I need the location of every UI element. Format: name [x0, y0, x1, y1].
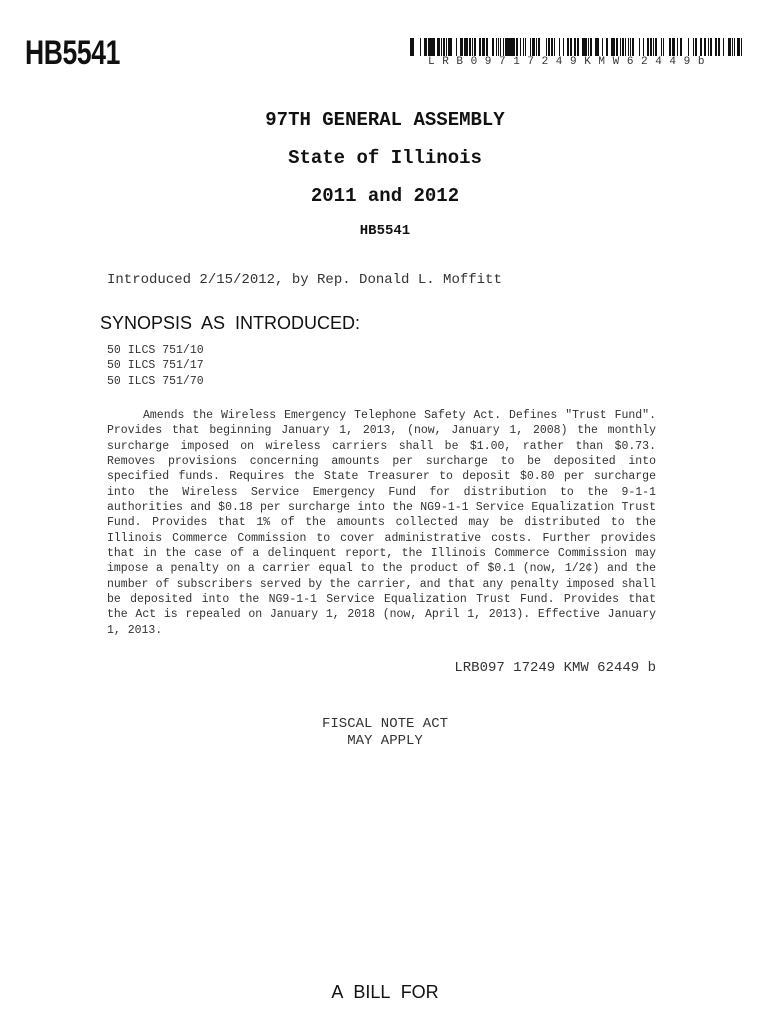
citation-item: 50 ILCS 751/70 [107, 374, 204, 388]
barcode-caption: LRB09717249KMW62449b [428, 56, 713, 68]
barcode [408, 38, 742, 56]
lrb-number: LRB097 17249 KMW 62449 b [454, 660, 656, 676]
citation-item: 50 ILCS 751/17 [107, 359, 204, 373]
fiscal-note-line: MAY APPLY [347, 733, 423, 749]
fiscal-note-line: FISCAL NOTE ACT [321, 716, 449, 732]
bill-number-title: HB5541 [359, 223, 411, 239]
fiscal-note [0, 716, 770, 750]
synopsis-body: Amends the Wireless Emergency Telephone Safety Act. Defines "Trust Fund". Provides that beginning January 1, 2013, (now, January 1, 2008) the monthly surcharge imposed on wireless carriers shall be $1.00, rather than $0.73. Removes provisions concerning amounts per surcharge to be deposited into specified funds. Requires the State Treasurer to deposit $0.80 per surcharge into the Wireless Service Emergency Fund for distribution to the 9-1-1 authorities and $0.18 per surcharge into the NG9-1-1 Service Equalization Trust Fund. Provides that 1% of the amounts collected may be distributed to the Illinois Commerce Commission to cover administrative costs. Further provides that in the case of a delinquent report, the Illinois Commerce Commission may impose a penalty on a carrier equal to the product of $0.1 (now, 1/2¢) and the number of subscribers served by the carrier, and that any penalty imposed shall be deposited into the NG9-1-1 Service Equalization Trust Fund. Provides that the Act is repealed on January 1, 2018 (now, April 1, 2013). Effective January 1, 2013. [107, 409, 656, 637]
assembly-title: 97TH GENERAL ASSEMBLY [265, 109, 505, 131]
introduced-line: Introduced 2/15/2012, by Rep. Donald L. Moffitt [107, 272, 502, 288]
session-years: 2011 and 2012 [310, 185, 460, 207]
citation-list [107, 343, 204, 389]
citation-item: 50 ILCS 751/10 [107, 344, 204, 357]
a-bill-for-heading: A BILL FOR [331, 982, 439, 1002]
bill-number-header: HB5541 [25, 34, 120, 72]
state-title: State of Illinois [288, 147, 482, 169]
synopsis-heading: SYNOPSIS AS INTRODUCED: [100, 313, 361, 333]
